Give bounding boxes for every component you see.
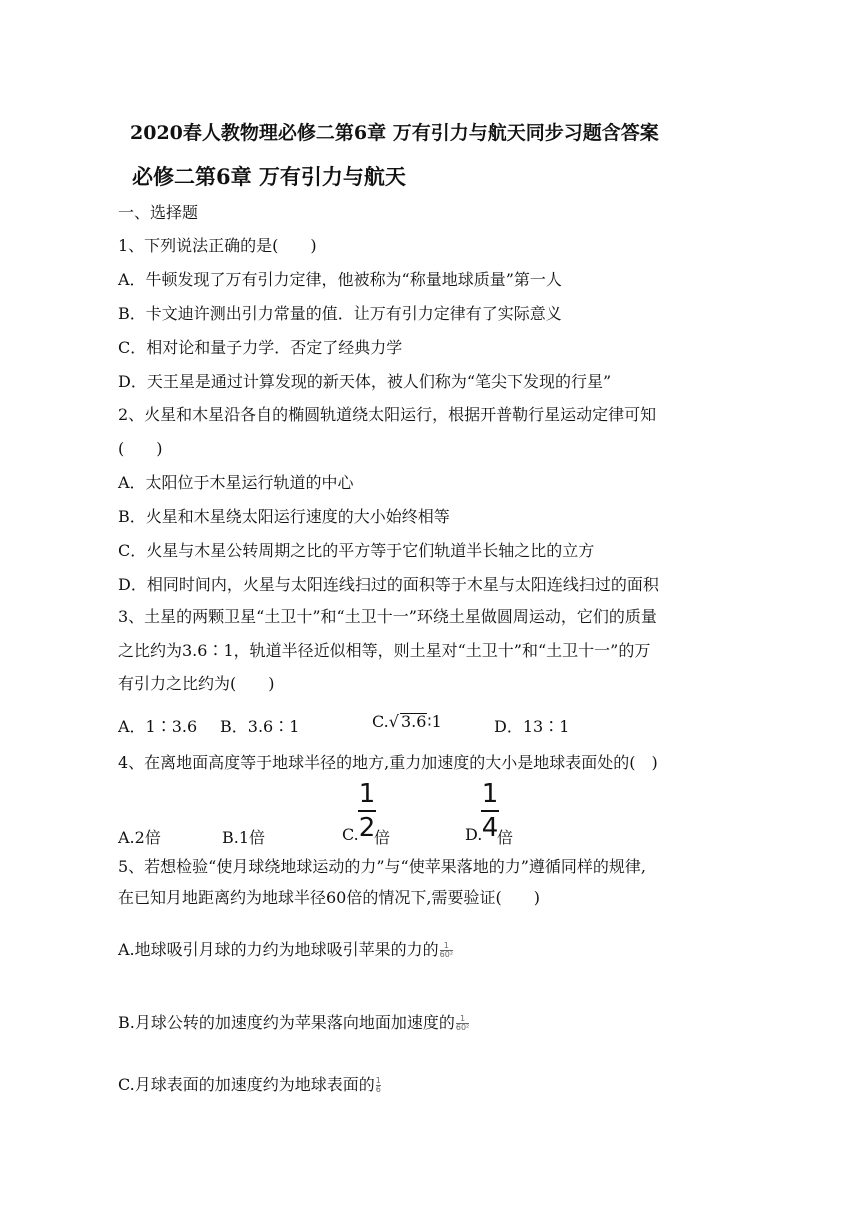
fraction-numerator: 1 — [481, 779, 499, 809]
fraction-denominator: 6 — [375, 1085, 381, 1094]
document-title: 2020春人教物理必修二第6章 万有引力与航天同步习题含答案 — [130, 122, 659, 144]
option-text: B.月球公转的加速度约为苹果落向地面加速度的 — [118, 1013, 455, 1032]
question-1-option-a: A．牛顿发现了万有引力定律，他被称为“称量地球质量”第一人 — [118, 270, 562, 289]
fraction-icon — [440, 942, 453, 959]
fraction-icon — [456, 1015, 469, 1032]
square-root-icon: √ — [388, 712, 399, 731]
question-4-option-d-suffix: 倍 — [497, 828, 514, 847]
fraction-bar — [481, 810, 499, 812]
question-5-stem-line-2: 在已知月地距离约为地球半径60倍的情况下,需要验证( ) — [118, 888, 540, 907]
question-1-option-b: B．卡文迪许测出引力常量的值．让万有引力定律有了实际意义 — [118, 304, 562, 323]
question-5-option-a — [118, 937, 453, 960]
question-2-option-c: C．火星与木星公转周期之比的平方等于它们轨道半长轴之比的立方 — [118, 541, 595, 560]
question-3-option-c — [372, 712, 442, 731]
fraction-denominator: 2 — [358, 813, 376, 843]
fraction-numerator: 1 — [443, 941, 449, 950]
question-4-option-c-prefix: C. — [342, 825, 359, 844]
question-4-option-b: B.1倍 — [222, 828, 266, 847]
fraction-denominator: 60² — [455, 1023, 470, 1032]
fraction-numerator: 1 — [460, 1014, 466, 1023]
question-5-stem-line-1: 5、若想检验“使月球绕地球运动的力”与“使苹果落地的力”遵循同样的规律, — [118, 857, 646, 876]
question-3-stem-line-1: 3、土星的两颗卫星“土卫十”和“土卫十一”环绕土星做圆周运动，它们的质量 — [118, 607, 657, 626]
question-3-option-d: D．13∶1 — [494, 717, 570, 736]
question-3-stem-line-3: 有引力之比约为( ) — [118, 674, 275, 693]
question-4-option-c-suffix: 倍 — [374, 828, 391, 847]
chapter-subtitle: 必修二第6章 万有引力与航天 — [132, 164, 406, 189]
fraction-icon — [376, 1077, 381, 1094]
question-2-stem-line-1: 2、火星和木星沿各自的椭圆轨道绕太阳运行，根据开普勒行星运动定律可知 — [118, 405, 657, 424]
question-3-option-a: A．1∶3.6 — [118, 717, 198, 736]
option-c-suffix: ∶1 — [427, 712, 442, 731]
question-2-stem-line-2: ( ) — [118, 439, 163, 458]
question-5-option-c — [118, 1072, 381, 1095]
question-1-option-c: C．相对论和量子力学．否定了经典力学 — [118, 338, 403, 357]
question-4-stem: 4、在离地面高度等于地球半径的地方,重力加速度的大小是地球表面处的( ) — [118, 753, 658, 772]
question-2-option-d: D．相同时间内，火星与太阳连线扫过的面积等于木星与太阳连线扫过的面积 — [118, 575, 659, 594]
option-text: C.月球表面的加速度约为地球表面的 — [118, 1075, 375, 1094]
question-1-option-d: D．天王星是通过计算发现的新天体，被人们称为“笔尖下发现的行星” — [118, 372, 612, 391]
question-3-stem-line-2: 之比约为3.6∶1，轨道半径近似相等，则土星对“土卫十”和“土卫十一”的万 — [118, 641, 651, 660]
question-4-option-d-prefix: D. — [465, 825, 483, 844]
question-5-option-b — [118, 1010, 469, 1033]
question-2-option-a: A．太阳位于木星运行轨道的中心 — [118, 473, 354, 492]
option-c-prefix: C. — [372, 712, 389, 731]
fraction-numerator: 1 — [375, 1076, 381, 1085]
section-heading: 一、选择题 — [118, 203, 199, 222]
fraction-bar — [358, 810, 376, 812]
question-3-option-b: B．3.6∶1 — [220, 717, 300, 736]
question-1-stem: 1、下列说法正确的是( ) — [118, 236, 317, 255]
question-2-option-b: B．火星和木星绕太阳运行速度的大小始终相等 — [118, 507, 450, 526]
question-4-option-a: A.2倍 — [118, 828, 161, 847]
fraction-denominator: 60² — [439, 950, 454, 959]
radicand: 3.6 — [400, 712, 427, 731]
fraction-numerator: 1 — [358, 779, 376, 809]
option-text: A.地球吸引月球的力约为地球吸引苹果的力的 — [118, 940, 439, 959]
fraction-denominator: 4 — [481, 813, 499, 843]
